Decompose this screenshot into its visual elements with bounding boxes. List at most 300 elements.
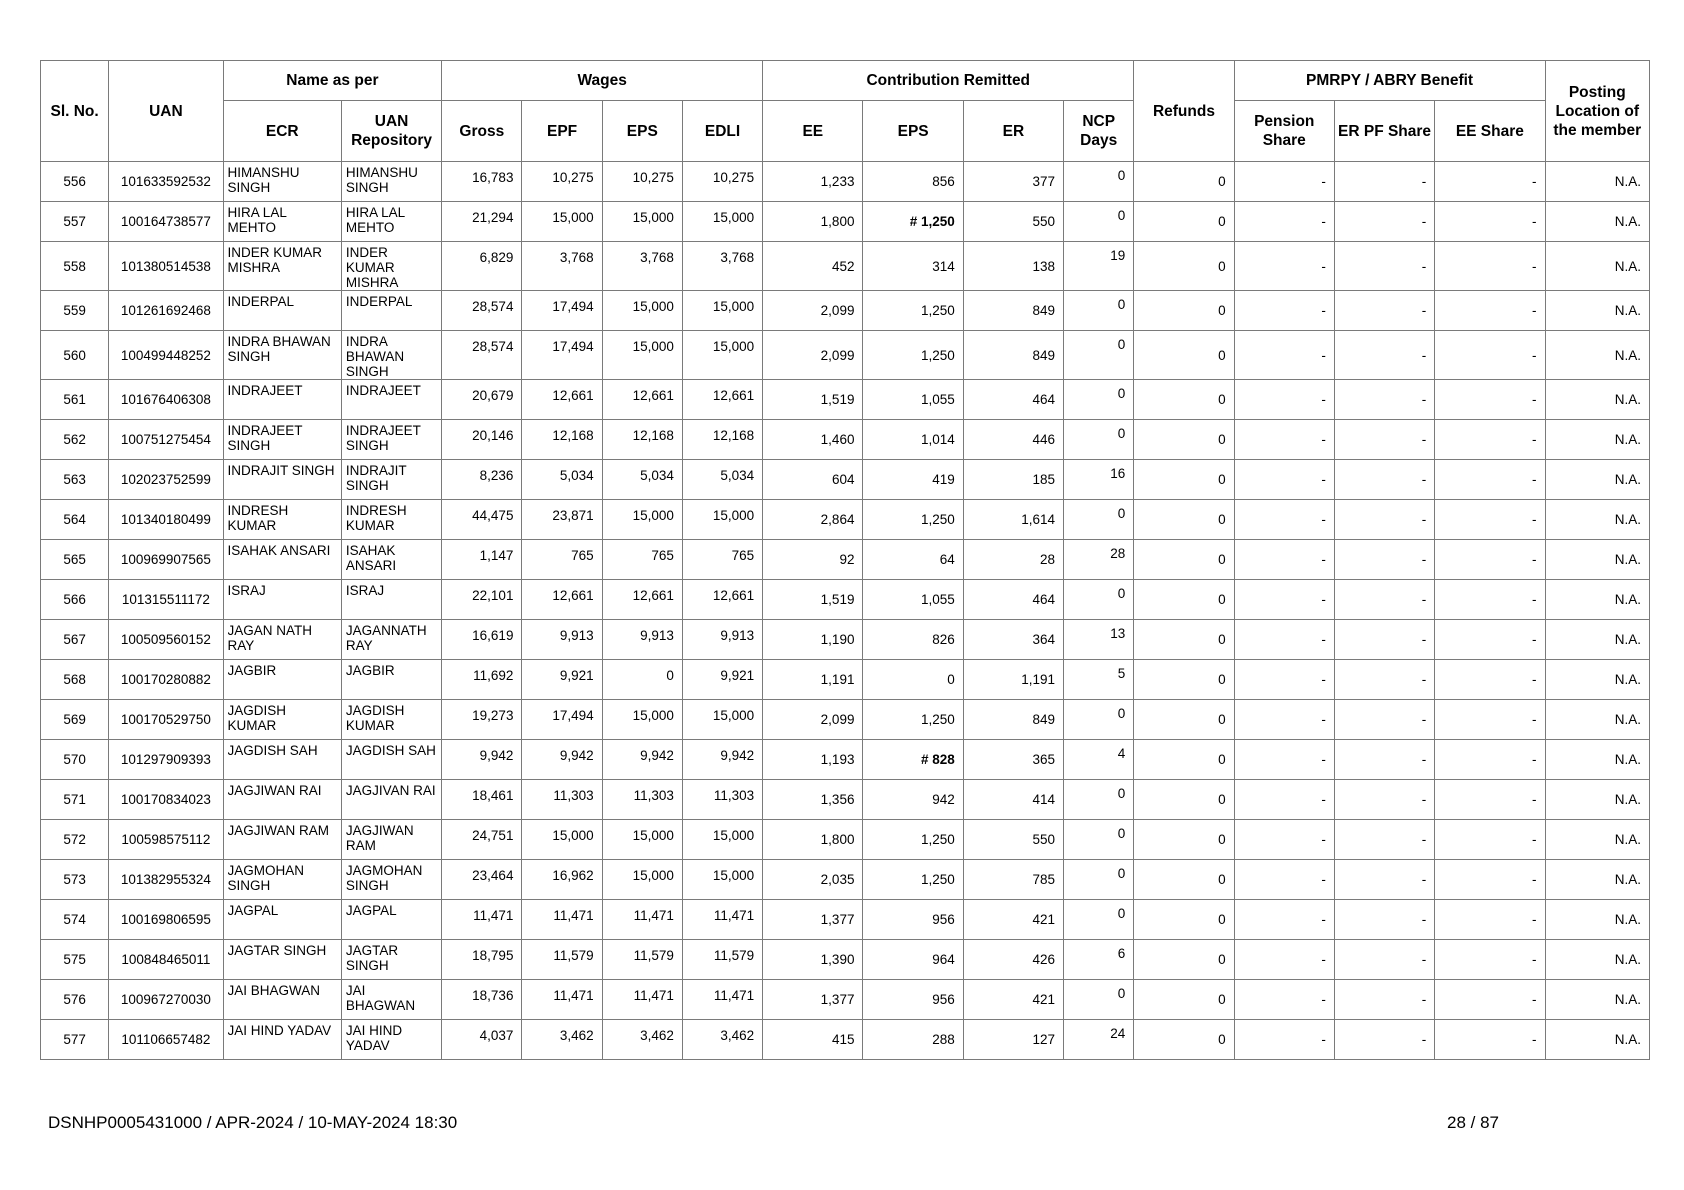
cell-contribution-eps: 64 bbox=[863, 540, 963, 580]
header-contribution-remitted: Contribution Remitted bbox=[763, 61, 1134, 101]
cell-gross: 21,294 bbox=[442, 202, 522, 242]
cell-pension-share: - bbox=[1234, 860, 1334, 900]
cell-uan: 100969907565 bbox=[109, 540, 223, 580]
cell-contribution-eps: 1,055 bbox=[863, 380, 963, 420]
cell-contribution-eps: 0 bbox=[863, 660, 963, 700]
cell-contribution-eps: 1,250 bbox=[863, 500, 963, 540]
table-row bbox=[41, 500, 1650, 540]
cell-edli: 11,471 bbox=[682, 900, 762, 940]
cell-name-uan-repository-text: JAGTAR SINGH bbox=[345, 943, 399, 973]
cell-name-uan-repository-text: JAGMOHAN SINGH bbox=[345, 863, 423, 893]
cell-pension-share: - bbox=[1234, 1020, 1334, 1060]
cell-pension-share: - bbox=[1234, 242, 1334, 291]
cell-name-ecr bbox=[223, 740, 341, 780]
cell-contribution-eps: 288 bbox=[863, 1020, 963, 1060]
cell-er-pf-share: - bbox=[1334, 202, 1434, 242]
table-row bbox=[41, 291, 1650, 331]
cell-epf: 17,494 bbox=[522, 291, 602, 331]
cell-ee-share: - bbox=[1435, 700, 1545, 740]
cell-name-uan-repository-text: JAI BHAGWAN bbox=[345, 983, 416, 1013]
cell-wages-eps: 12,661 bbox=[602, 380, 682, 420]
cell-edli: 15,000 bbox=[682, 700, 762, 740]
cell-ee-share: - bbox=[1435, 500, 1545, 540]
cell-epf: 10,275 bbox=[522, 162, 602, 202]
cell-name-ecr bbox=[223, 980, 341, 1020]
cell-gross: 22,101 bbox=[442, 580, 522, 620]
cell-gross: 11,692 bbox=[442, 660, 522, 700]
cell-contribution-eps: 1,014 bbox=[863, 420, 963, 460]
cell-name-ecr-text: JAGDISH KUMAR bbox=[227, 703, 287, 733]
cell-pension-share: - bbox=[1234, 820, 1334, 860]
cell-ee: 1,356 bbox=[763, 780, 863, 820]
cell-posting-location: N.A. bbox=[1545, 380, 1649, 420]
cell-ee: 1,193 bbox=[763, 740, 863, 780]
cell-name-uan-repository bbox=[341, 500, 441, 540]
cell-gross: 24,751 bbox=[442, 820, 522, 860]
cell-pension-share: - bbox=[1234, 202, 1334, 242]
cell-wages-eps: 15,000 bbox=[602, 820, 682, 860]
cell-er: 364 bbox=[963, 620, 1063, 660]
cell-refunds: 0 bbox=[1134, 380, 1234, 420]
cell-ee-share: - bbox=[1435, 420, 1545, 460]
cell-pension-share: - bbox=[1234, 580, 1334, 620]
cell-edli: 12,168 bbox=[682, 420, 762, 460]
cell-name-uan-repository bbox=[341, 780, 441, 820]
contribution-table bbox=[40, 60, 1650, 1060]
cell-uan: 101315511172 bbox=[109, 580, 223, 620]
cell-name-uan-repository bbox=[341, 1020, 441, 1060]
cell-refunds: 0 bbox=[1134, 980, 1234, 1020]
cell-name-uan-repository-text: JAGPAL bbox=[345, 903, 397, 918]
cell-er-pf-share: - bbox=[1334, 660, 1434, 700]
cell-name-uan-repository bbox=[341, 740, 441, 780]
cell-edli: 9,942 bbox=[682, 740, 762, 780]
cell-name-ecr-text: INDRESH KUMAR bbox=[227, 503, 289, 533]
header-wages-eps: EPS bbox=[602, 101, 682, 162]
cell-ee: 604 bbox=[763, 460, 863, 500]
cell-er-pf-share: - bbox=[1334, 580, 1434, 620]
cell-name-ecr bbox=[223, 620, 341, 660]
table-row bbox=[41, 380, 1650, 420]
cell-er: 550 bbox=[963, 202, 1063, 242]
cell-epf: 11,579 bbox=[522, 940, 602, 980]
cell-contribution-eps: 1,250 bbox=[863, 291, 963, 331]
cell-edli: 12,661 bbox=[682, 380, 762, 420]
cell-uan: 100170280882 bbox=[109, 660, 223, 700]
cell-name-ecr-text: INDER KUMAR MISHRA bbox=[227, 245, 323, 275]
header-edli: EDLI bbox=[682, 101, 762, 162]
cell-pension-share: - bbox=[1234, 331, 1334, 380]
cell-name-uan-repository bbox=[341, 291, 441, 331]
cell-wages-eps: 15,000 bbox=[602, 291, 682, 331]
cell-pension-share: - bbox=[1234, 500, 1334, 540]
cell-epf: 11,303 bbox=[522, 780, 602, 820]
cell-ee-share: - bbox=[1435, 380, 1545, 420]
cell-ncp-days: 13 bbox=[1064, 620, 1134, 660]
header-er: ER bbox=[963, 101, 1063, 162]
cell-uan: 101633592532 bbox=[109, 162, 223, 202]
cell-sl-no: 560 bbox=[41, 331, 109, 380]
cell-er-pf-share: - bbox=[1334, 900, 1434, 940]
cell-contribution-eps: 1,250 bbox=[863, 700, 963, 740]
table-row bbox=[41, 1020, 1650, 1060]
cell-ee: 1,390 bbox=[763, 940, 863, 980]
table-body bbox=[41, 162, 1650, 1060]
cell-ee-share: - bbox=[1435, 980, 1545, 1020]
table-header bbox=[41, 61, 1650, 162]
cell-gross: 8,236 bbox=[442, 460, 522, 500]
cell-ee: 1,191 bbox=[763, 660, 863, 700]
cell-contribution-eps: 964 bbox=[863, 940, 963, 980]
cell-uan: 100170834023 bbox=[109, 780, 223, 820]
cell-name-ecr bbox=[223, 940, 341, 980]
cell-edli: 3,768 bbox=[682, 242, 762, 291]
cell-ncp-days: 0 bbox=[1064, 820, 1134, 860]
cell-sl-no: 568 bbox=[41, 660, 109, 700]
cell-er: 464 bbox=[963, 380, 1063, 420]
cell-er: 365 bbox=[963, 740, 1063, 780]
cell-name-uan-repository-text: JAGDISH SAH bbox=[345, 743, 436, 758]
cell-wages-eps: 11,303 bbox=[602, 780, 682, 820]
cell-name-uan-repository-text: HIRA LAL MEHTO bbox=[345, 205, 405, 235]
table-row bbox=[41, 202, 1650, 242]
cell-epf: 17,494 bbox=[522, 700, 602, 740]
cell-ncp-days: 0 bbox=[1064, 202, 1134, 242]
cell-edli: 5,034 bbox=[682, 460, 762, 500]
cell-epf: 3,768 bbox=[522, 242, 602, 291]
cell-wages-eps: 15,000 bbox=[602, 202, 682, 242]
cell-edli: 15,000 bbox=[682, 860, 762, 900]
cell-posting-location: N.A. bbox=[1545, 1020, 1649, 1060]
cell-uan: 100164738577 bbox=[109, 202, 223, 242]
table-row bbox=[41, 980, 1650, 1020]
cell-gross: 19,273 bbox=[442, 700, 522, 740]
cell-er: 421 bbox=[963, 980, 1063, 1020]
cell-er-pf-share: - bbox=[1334, 860, 1434, 900]
cell-name-ecr-text: JAI BHAGWAN bbox=[227, 983, 321, 998]
cell-name-ecr-text: INDRA BHAWAN SINGH bbox=[227, 334, 331, 364]
cell-gross: 1,147 bbox=[442, 540, 522, 580]
cell-name-ecr-text: JAGDISH SAH bbox=[227, 743, 318, 758]
cell-uan: 100848465011 bbox=[109, 940, 223, 980]
cell-posting-location: N.A. bbox=[1545, 620, 1649, 660]
table-row bbox=[41, 860, 1650, 900]
cell-sl-no: 574 bbox=[41, 900, 109, 940]
cell-name-uan-repository bbox=[341, 820, 441, 860]
cell-contribution-eps: 419 bbox=[863, 460, 963, 500]
cell-epf: 15,000 bbox=[522, 820, 602, 860]
cell-ee: 2,035 bbox=[763, 860, 863, 900]
cell-pension-share: - bbox=[1234, 380, 1334, 420]
cell-contribution-eps: 826 bbox=[863, 620, 963, 660]
cell-ee: 2,099 bbox=[763, 331, 863, 380]
cell-posting-location: N.A. bbox=[1545, 940, 1649, 980]
cell-refunds: 0 bbox=[1134, 940, 1234, 980]
cell-gross: 9,942 bbox=[442, 740, 522, 780]
cell-er-pf-share: - bbox=[1334, 700, 1434, 740]
cell-uan: 100170529750 bbox=[109, 700, 223, 740]
cell-wages-eps: 9,942 bbox=[602, 740, 682, 780]
cell-posting-location: N.A. bbox=[1545, 420, 1649, 460]
cell-ee-share: - bbox=[1435, 291, 1545, 331]
header-pension-share: Pension Share bbox=[1234, 101, 1334, 162]
cell-refunds: 0 bbox=[1134, 420, 1234, 460]
cell-sl-no: 573 bbox=[41, 860, 109, 900]
header-wages: Wages bbox=[442, 61, 763, 101]
cell-name-ecr-text: JAGAN NATH RAY bbox=[227, 623, 313, 653]
cell-name-ecr-text: INDRAJIT SINGH bbox=[227, 463, 335, 478]
cell-wages-eps: 15,000 bbox=[602, 500, 682, 540]
cell-uan: 101297909393 bbox=[109, 740, 223, 780]
cell-wages-eps: 11,471 bbox=[602, 900, 682, 940]
cell-name-ecr-text: HIMANSHU SINGH bbox=[227, 165, 300, 195]
cell-contribution-eps: 1,055 bbox=[863, 580, 963, 620]
cell-ncp-days: 0 bbox=[1064, 162, 1134, 202]
cell-edli: 15,000 bbox=[682, 202, 762, 242]
cell-er-pf-share: - bbox=[1334, 291, 1434, 331]
cell-refunds: 0 bbox=[1134, 202, 1234, 242]
cell-wages-eps: 12,168 bbox=[602, 420, 682, 460]
cell-name-ecr bbox=[223, 202, 341, 242]
cell-ee-share: - bbox=[1435, 580, 1545, 620]
cell-name-ecr bbox=[223, 780, 341, 820]
cell-gross: 16,619 bbox=[442, 620, 522, 660]
cell-pension-share: - bbox=[1234, 291, 1334, 331]
cell-gross: 20,146 bbox=[442, 420, 522, 460]
cell-name-uan-repository-text: INDRESH KUMAR bbox=[345, 503, 407, 533]
cell-name-ecr bbox=[223, 460, 341, 500]
cell-edli: 9,913 bbox=[682, 620, 762, 660]
cell-name-uan-repository-text: ISAHAK ANSARI bbox=[345, 543, 397, 573]
cell-posting-location: N.A. bbox=[1545, 780, 1649, 820]
cell-er-pf-share: - bbox=[1334, 820, 1434, 860]
table-row bbox=[41, 331, 1650, 380]
cell-ncp-days: 0 bbox=[1064, 500, 1134, 540]
cell-gross: 18,461 bbox=[442, 780, 522, 820]
cell-contribution-eps: 956 bbox=[863, 980, 963, 1020]
cell-posting-location: N.A. bbox=[1545, 900, 1649, 940]
cell-name-ecr bbox=[223, 820, 341, 860]
cell-wages-eps: 15,000 bbox=[602, 331, 682, 380]
table-row bbox=[41, 620, 1650, 660]
cell-wages-eps: 12,661 bbox=[602, 580, 682, 620]
cell-ee-share: - bbox=[1435, 460, 1545, 500]
cell-ee: 1,800 bbox=[763, 820, 863, 860]
cell-refunds: 0 bbox=[1134, 162, 1234, 202]
cell-er-pf-share: - bbox=[1334, 780, 1434, 820]
table-row bbox=[41, 900, 1650, 940]
cell-wages-eps: 5,034 bbox=[602, 460, 682, 500]
cell-name-ecr-text: INDRAJEET bbox=[227, 383, 303, 398]
table-row bbox=[41, 740, 1650, 780]
cell-ncp-days: 0 bbox=[1064, 700, 1134, 740]
cell-er-pf-share: - bbox=[1334, 242, 1434, 291]
cell-refunds: 0 bbox=[1134, 331, 1234, 380]
cell-ee-share: - bbox=[1435, 242, 1545, 291]
cell-refunds: 0 bbox=[1134, 660, 1234, 700]
cell-uan: 101380514538 bbox=[109, 242, 223, 291]
cell-ee-share: - bbox=[1435, 780, 1545, 820]
cell-ee-share: - bbox=[1435, 1020, 1545, 1060]
cell-sl-no: 569 bbox=[41, 700, 109, 740]
cell-epf: 12,661 bbox=[522, 380, 602, 420]
cell-posting-location: N.A. bbox=[1545, 202, 1649, 242]
cell-ee-share: - bbox=[1435, 660, 1545, 700]
cell-uan: 100967270030 bbox=[109, 980, 223, 1020]
cell-sl-no: 570 bbox=[41, 740, 109, 780]
cell-ncp-days: 5 bbox=[1064, 660, 1134, 700]
cell-posting-location: N.A. bbox=[1545, 500, 1649, 540]
cell-name-uan-repository bbox=[341, 460, 441, 500]
cell-er: 377 bbox=[963, 162, 1063, 202]
cell-edli: 15,000 bbox=[682, 331, 762, 380]
cell-gross: 18,795 bbox=[442, 940, 522, 980]
cell-uan: 101106657482 bbox=[109, 1020, 223, 1060]
cell-gross: 23,464 bbox=[442, 860, 522, 900]
header-epf: EPF bbox=[522, 101, 602, 162]
document-reference: DSNHP0005431000 / APR-2024 / 10-MAY-2024 18:30 bbox=[48, 1113, 458, 1132]
cell-refunds: 0 bbox=[1134, 540, 1234, 580]
cell-ee-share: - bbox=[1435, 900, 1545, 940]
cell-name-uan-repository-text: INDRAJEET bbox=[345, 383, 421, 398]
cell-ee: 1,519 bbox=[763, 580, 863, 620]
cell-er-pf-share: - bbox=[1334, 420, 1434, 460]
cell-name-ecr-text: INDERPAL bbox=[227, 294, 295, 309]
cell-ee: 2,864 bbox=[763, 500, 863, 540]
cell-er: 464 bbox=[963, 580, 1063, 620]
table-row bbox=[41, 580, 1650, 620]
cell-gross: 16,783 bbox=[442, 162, 522, 202]
cell-er: 849 bbox=[963, 331, 1063, 380]
cell-name-ecr-text: JAGBIR bbox=[227, 663, 277, 678]
cell-ncp-days: 0 bbox=[1064, 420, 1134, 460]
cell-er-pf-share: - bbox=[1334, 1020, 1434, 1060]
cell-name-uan-repository-text: JAGDISH KUMAR bbox=[345, 703, 405, 733]
cell-pension-share: - bbox=[1234, 780, 1334, 820]
cell-ee-share: - bbox=[1435, 331, 1545, 380]
cell-wages-eps: 9,913 bbox=[602, 620, 682, 660]
cell-name-uan-repository bbox=[341, 380, 441, 420]
cell-sl-no: 564 bbox=[41, 500, 109, 540]
header-posting-location: Posting Location of the member bbox=[1545, 61, 1649, 162]
cell-name-ecr bbox=[223, 580, 341, 620]
cell-sl-no: 562 bbox=[41, 420, 109, 460]
table-row bbox=[41, 780, 1650, 820]
cell-ee: 1,233 bbox=[763, 162, 863, 202]
cell-epf: 12,661 bbox=[522, 580, 602, 620]
cell-name-uan-repository bbox=[341, 580, 441, 620]
cell-ee: 415 bbox=[763, 1020, 863, 1060]
cell-er-pf-share: - bbox=[1334, 740, 1434, 780]
header-name-as-per: Name as per bbox=[223, 61, 442, 101]
cell-uan: 101340180499 bbox=[109, 500, 223, 540]
cell-er: 1,614 bbox=[963, 500, 1063, 540]
header-gross: Gross bbox=[442, 101, 522, 162]
cell-posting-location: N.A. bbox=[1545, 980, 1649, 1020]
cell-er: 138 bbox=[963, 242, 1063, 291]
cell-posting-location: N.A. bbox=[1545, 660, 1649, 700]
cell-ee-share: - bbox=[1435, 940, 1545, 980]
cell-name-uan-repository bbox=[341, 162, 441, 202]
cell-name-ecr-text: HIRA LAL MEHTO bbox=[227, 205, 287, 235]
cell-pension-share: - bbox=[1234, 660, 1334, 700]
cell-edli: 12,661 bbox=[682, 580, 762, 620]
cell-uan: 100499448252 bbox=[109, 331, 223, 380]
cell-er: 446 bbox=[963, 420, 1063, 460]
cell-ee: 92 bbox=[763, 540, 863, 580]
cell-contribution-eps: 1,250 bbox=[863, 860, 963, 900]
cell-epf: 9,913 bbox=[522, 620, 602, 660]
cell-name-uan-repository bbox=[341, 700, 441, 740]
cell-ee: 452 bbox=[763, 242, 863, 291]
cell-edli: 11,579 bbox=[682, 940, 762, 980]
cell-gross: 4,037 bbox=[442, 1020, 522, 1060]
cell-wages-eps: 11,579 bbox=[602, 940, 682, 980]
cell-pension-share: - bbox=[1234, 460, 1334, 500]
cell-gross: 28,574 bbox=[442, 331, 522, 380]
cell-epf: 11,471 bbox=[522, 980, 602, 1020]
cell-ee: 1,377 bbox=[763, 900, 863, 940]
cell-contribution-eps: # 1,250 bbox=[863, 202, 963, 242]
cell-wages-eps: 0 bbox=[602, 660, 682, 700]
cell-name-uan-repository-text: JAGANNATH RAY bbox=[345, 623, 427, 653]
cell-epf: 9,942 bbox=[522, 740, 602, 780]
cell-gross: 20,679 bbox=[442, 380, 522, 420]
cell-refunds: 0 bbox=[1134, 740, 1234, 780]
cell-ee: 2,099 bbox=[763, 291, 863, 331]
cell-name-uan-repository-text: JAGJIWAN RAM bbox=[345, 823, 414, 853]
cell-gross: 28,574 bbox=[442, 291, 522, 331]
cell-ee-share: - bbox=[1435, 860, 1545, 900]
cell-name-uan-repository bbox=[341, 540, 441, 580]
cell-er-pf-share: - bbox=[1334, 500, 1434, 540]
cell-name-ecr bbox=[223, 242, 341, 291]
cell-edli: 3,462 bbox=[682, 1020, 762, 1060]
cell-ee-share: - bbox=[1435, 540, 1545, 580]
cell-sl-no: 566 bbox=[41, 580, 109, 620]
header-ecr: ECR bbox=[223, 101, 341, 162]
cell-name-uan-repository-text: INDRAJIT SINGH bbox=[345, 463, 407, 493]
table-row bbox=[41, 242, 1650, 291]
cell-edli: 765 bbox=[682, 540, 762, 580]
cell-ee-share: - bbox=[1435, 162, 1545, 202]
cell-epf: 15,000 bbox=[522, 202, 602, 242]
header-refunds: Refunds bbox=[1134, 61, 1234, 162]
cell-ncp-days: 0 bbox=[1064, 580, 1134, 620]
header-er-pf-share: ER PF Share bbox=[1334, 101, 1434, 162]
cell-uan: 100509560152 bbox=[109, 620, 223, 660]
cell-epf: 5,034 bbox=[522, 460, 602, 500]
cell-name-uan-repository bbox=[341, 420, 441, 460]
cell-refunds: 0 bbox=[1134, 291, 1234, 331]
cell-pension-share: - bbox=[1234, 420, 1334, 460]
cell-posting-location: N.A. bbox=[1545, 860, 1649, 900]
cell-posting-location: N.A. bbox=[1545, 540, 1649, 580]
cell-er-pf-share: - bbox=[1334, 331, 1434, 380]
table-row bbox=[41, 162, 1650, 202]
cell-epf: 17,494 bbox=[522, 331, 602, 380]
cell-refunds: 0 bbox=[1134, 900, 1234, 940]
cell-refunds: 0 bbox=[1134, 700, 1234, 740]
cell-er: 28 bbox=[963, 540, 1063, 580]
cell-edli: 10,275 bbox=[682, 162, 762, 202]
cell-name-uan-repository-text: ISRAJ bbox=[345, 583, 385, 598]
table-row bbox=[41, 820, 1650, 860]
cell-epf: 16,962 bbox=[522, 860, 602, 900]
cell-ncp-days: 6 bbox=[1064, 940, 1134, 980]
cell-ncp-days: 24 bbox=[1064, 1020, 1134, 1060]
cell-name-uan-repository bbox=[341, 331, 441, 380]
